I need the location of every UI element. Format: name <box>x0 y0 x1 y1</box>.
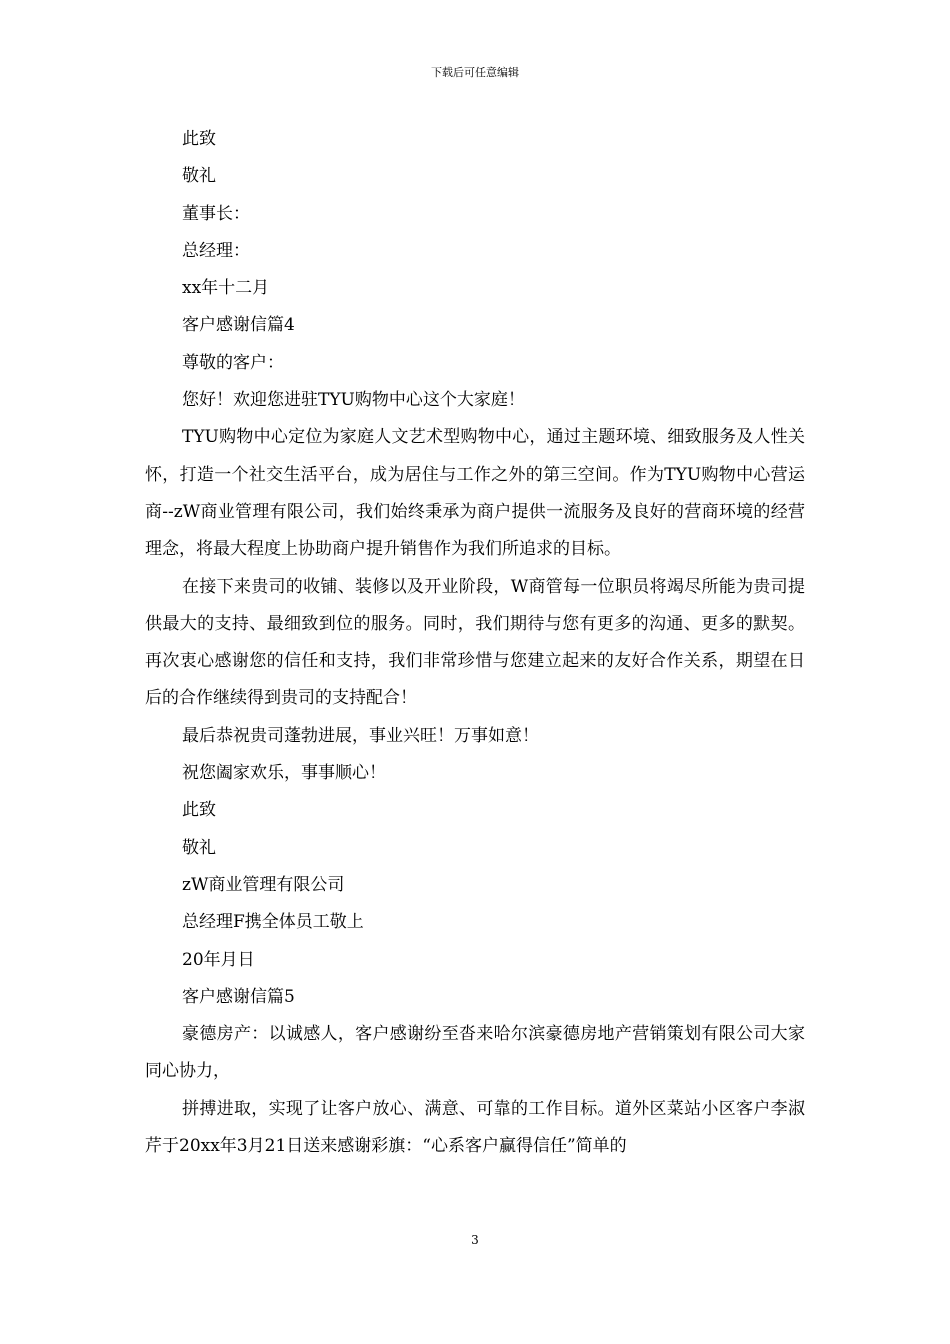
paragraph: 拼搏进取，实现了让客户放心、满意、可靠的工作目标。道外区菜站小区客户李淑芹于20xx年3月21日送来感谢彩旗：“心系客户赢得信任”简单的 <box>145 1098 805 1157</box>
text-line: xx年十二月 <box>182 278 270 299</box>
signature-company: zW商业管理有限公司 <box>182 874 345 895</box>
text-line: 总经理： <box>182 240 250 261</box>
text-line: 董事长： <box>182 203 250 224</box>
signature-person: 总经理F携全体员工敬上 <box>182 912 364 933</box>
text-line: 敬礼 <box>182 837 216 858</box>
text-line: 您好！欢迎您进驻TYU购物中心这个大家庭！ <box>182 390 525 411</box>
section-heading: 客户感谢信篇4 <box>182 315 295 336</box>
text-line: 敬礼 <box>182 166 216 187</box>
document-body <box>145 121 805 1165</box>
page-header-note: 下载后可任意编辑 <box>431 66 519 79</box>
text-line: 此致 <box>182 800 216 821</box>
text-line: 此致 <box>182 129 216 149</box>
paragraph: TYU购物中心定位为家庭人文艺术型购物中心，通过主题环境、细致服务及人性关怀，打造一个社交生活平台，成为居住与工作之外的第三空间。作为TYU购物中心营运商--zW商业管理有限公司，我们始终秉承为商户提供一流服务及良好的营商环境的经营理念，将最大程度上协助商户提升销售作为我们所追求的目标。 <box>145 427 805 560</box>
paragraph: 豪德房产：以诚感人，客户感谢纷至沓来哈尔滨豪德房地产营销策划有限公司大家同心协力， <box>145 1024 805 1082</box>
salutation: 尊敬的客户： <box>182 352 284 373</box>
text-line: 祝您阖家欢乐，事事顺心！ <box>182 763 386 784</box>
text-line: 最后恭祝贵司蓬勃进展，事业兴旺！万事如意！ <box>182 725 539 746</box>
signature-date: 20年月日 <box>182 949 255 970</box>
section-heading: 客户感谢信篇5 <box>182 986 295 1007</box>
paragraph: 在接下来贵司的收铺、装修以及开业阶段，W商管每一位职员将竭尽所能为贵司提供最大的支持、最细致到位的服务。同时，我们期待与您有更多的沟通、更多的默契。再次衷心感谢您的信任和支持，我们非常珍惜与您建立起来的友好合作关系，期望在日后的合作继续得到贵司的支持配合！ <box>145 576 805 709</box>
page-number: 3 <box>471 1233 479 1247</box>
